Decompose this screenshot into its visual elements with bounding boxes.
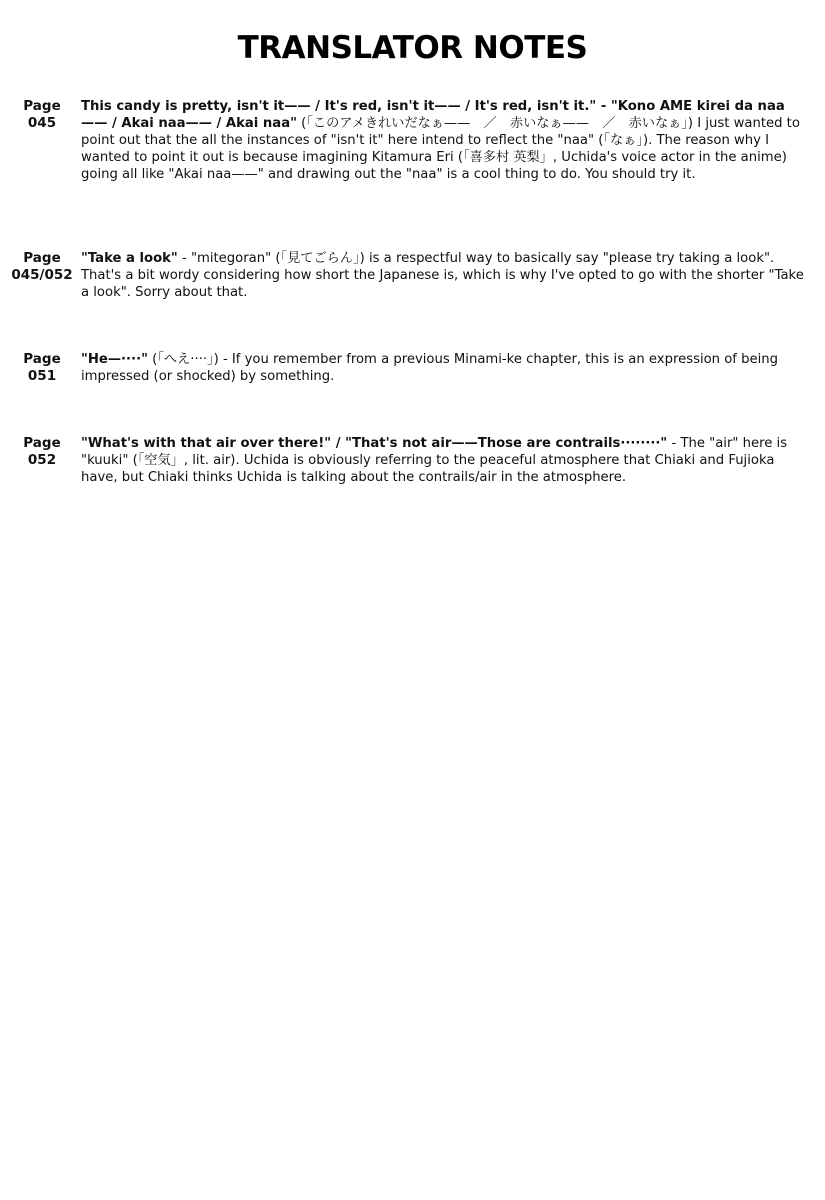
page-label-number: 045 <box>27 115 57 131</box>
note-quote: This candy is pretty, isn't it—— / It's red, isn't it—— / It's red, isn't it." - "Kono AME kirei da naa—— / Akai naa—— / Akai naa" <box>81 99 785 131</box>
page-title: TRANSLATOR NOTES <box>237 30 588 66</box>
page-label <box>5 351 79 385</box>
note-quote: "He—····" <box>81 352 148 367</box>
note-explanation: - The "air" here is "kuuki" (「空気」, lit. air). Uchida is obviously referring to the peaceful atmosphere that Chiaki and Fujioka have, but Chiaki thinks Uchida is talking about the contrails/air in the atmosphere. <box>81 436 788 485</box>
note-text <box>81 98 809 183</box>
page-label <box>5 98 79 132</box>
note-quote: "Take a look" <box>81 251 178 266</box>
page-label-word: Page <box>23 351 61 367</box>
page-label-number: 045/052 <box>11 267 73 283</box>
page-label-number: 051 <box>27 368 57 384</box>
page-label <box>5 435 79 469</box>
note-quote: "What's with that air over there!" / "That's not air——Those are contrails········" <box>81 436 668 451</box>
note-explanation: - "mitegoran" (「見てごらん」) is a respectful way to basically say "please try taking a look". That's a bit wordy considering how short the Japanese is, which is why I've opted to go with the shorter "Take a look". Sorry about that. <box>81 251 804 300</box>
page-label-number: 052 <box>27 452 57 468</box>
page-label <box>5 250 79 284</box>
note-text <box>81 351 809 385</box>
note-text <box>81 250 809 301</box>
page-label-word: Page <box>23 98 61 114</box>
note-explanation: (「このアメきれいだなぁ—— ／ 赤いなぁ—— ／ 赤いなぁ」) I just wanted to point out that the all the instances of "isn't it" here intend to reflect the "naa" (「なぁ」). The reason why I wanted to point it out is because imagining Kitamura Eri (「喜多村 英梨」, Uchida's voice actor in the anime) going all like "Akai naa——" and drawing out the "naa" is a cool thing to do. You should try it. <box>81 116 800 182</box>
page-label-word: Page <box>23 250 61 266</box>
note-explanation: (「へえ····」) - If you remember from a previous Minami-ke chapter, this is an expression of being impressed (or shocked) by something. <box>81 352 779 384</box>
note-text <box>81 435 809 486</box>
page-label-word: Page <box>23 435 61 451</box>
